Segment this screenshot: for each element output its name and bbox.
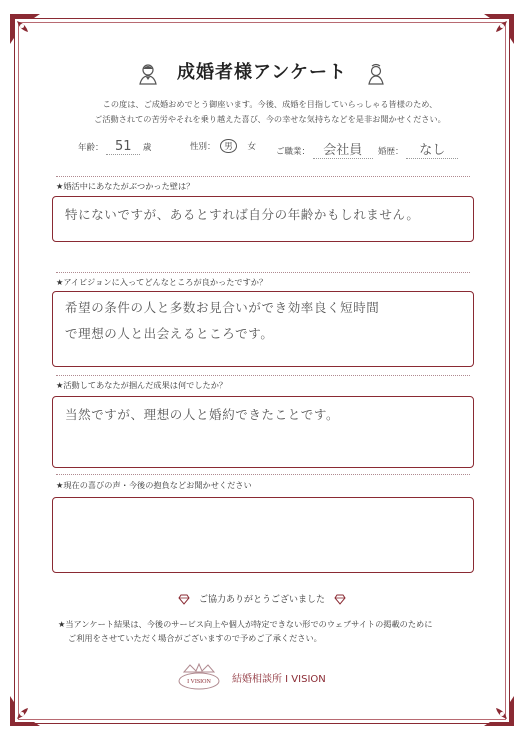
disclaimer-line: ★当アンケート結果は、今後のサービス向上や個人が特定できない形でのウェブサイトの掲載のために	[58, 619, 433, 629]
thanks-text: ご協力ありがとうございました	[198, 595, 325, 605]
gender-female-option: 女	[247, 142, 256, 152]
question-label: ★活動してあなたが掴んだ成果は何でしたか？	[56, 380, 228, 390]
divider	[56, 176, 470, 177]
intro-line: この度は、ご成婚おめでとう御座います。今後、成婚を目指していらっしゃる皆様のため、	[102, 99, 438, 109]
question-label: ★婚活中にあなたがぶつかった壁は？	[56, 181, 195, 191]
question-label: ★アイビジョンに入ってどんなところが良かったですか？	[56, 277, 268, 287]
corner-ornament-icon	[8, 12, 42, 46]
divider	[56, 474, 470, 475]
history-field	[378, 139, 458, 159]
gender-label: 性別：	[190, 142, 216, 152]
corner-ornament-icon	[482, 694, 516, 728]
answer-box	[52, 396, 474, 468]
thanks-line	[0, 592, 524, 605]
crown-logo-icon	[176, 662, 222, 692]
question-label: ★現在の喜びの声・今後の抱負などお聞かせください	[56, 480, 252, 490]
corner-ornament-icon	[482, 12, 516, 46]
age-field	[78, 139, 151, 155]
job-field	[276, 139, 373, 159]
divider	[56, 375, 470, 376]
job-value: 会社員	[313, 139, 373, 159]
answer-text: で理想の人と出会えるところです。	[65, 326, 274, 341]
brand-logo	[176, 662, 376, 692]
page-title: 成婚者様アンケート	[177, 62, 347, 83]
age-unit: 歳	[142, 143, 152, 153]
disclaimer	[58, 617, 478, 645]
answer-text: 特にないですが、あるとすれば自分の年齢かもしれません。	[65, 207, 420, 222]
gender-field	[190, 139, 256, 153]
job-label: ご職業：	[276, 147, 311, 157]
bride-icon	[366, 63, 386, 85]
intro-line: ご活動されての苦労やそれを乗り越えた喜び、今の幸せな気持ちなどを是非お聞かせください。	[94, 114, 446, 124]
age-label: 年齢：	[78, 143, 104, 153]
answer-text: 希望の条件の人と多数お見合いができ効率良く短時間	[65, 300, 380, 315]
corner-ornament-icon	[8, 694, 42, 728]
answer-box	[52, 291, 474, 367]
intro-text	[60, 97, 480, 127]
answer-box	[52, 196, 474, 242]
diamond-ring-icon	[178, 594, 190, 605]
answer-box	[52, 497, 474, 573]
disclaimer-line: ご利用をさせていただく場合がございますので予めご了承ください。	[68, 633, 322, 643]
history-label: 婚歴：	[378, 147, 404, 157]
header	[0, 58, 524, 85]
diamond-ring-icon	[334, 594, 346, 605]
age-value: 51	[106, 139, 140, 155]
groom-icon	[138, 63, 158, 85]
answer-text: 当然ですが、理想の人と婚約できたことです。	[65, 407, 340, 422]
divider	[56, 272, 470, 273]
history-value: なし	[406, 139, 458, 159]
logo-mark-text: I VISION	[187, 679, 211, 685]
gender-male-option: 男	[220, 139, 237, 153]
logo-name: 結婚相談所 I VISION	[232, 674, 326, 685]
